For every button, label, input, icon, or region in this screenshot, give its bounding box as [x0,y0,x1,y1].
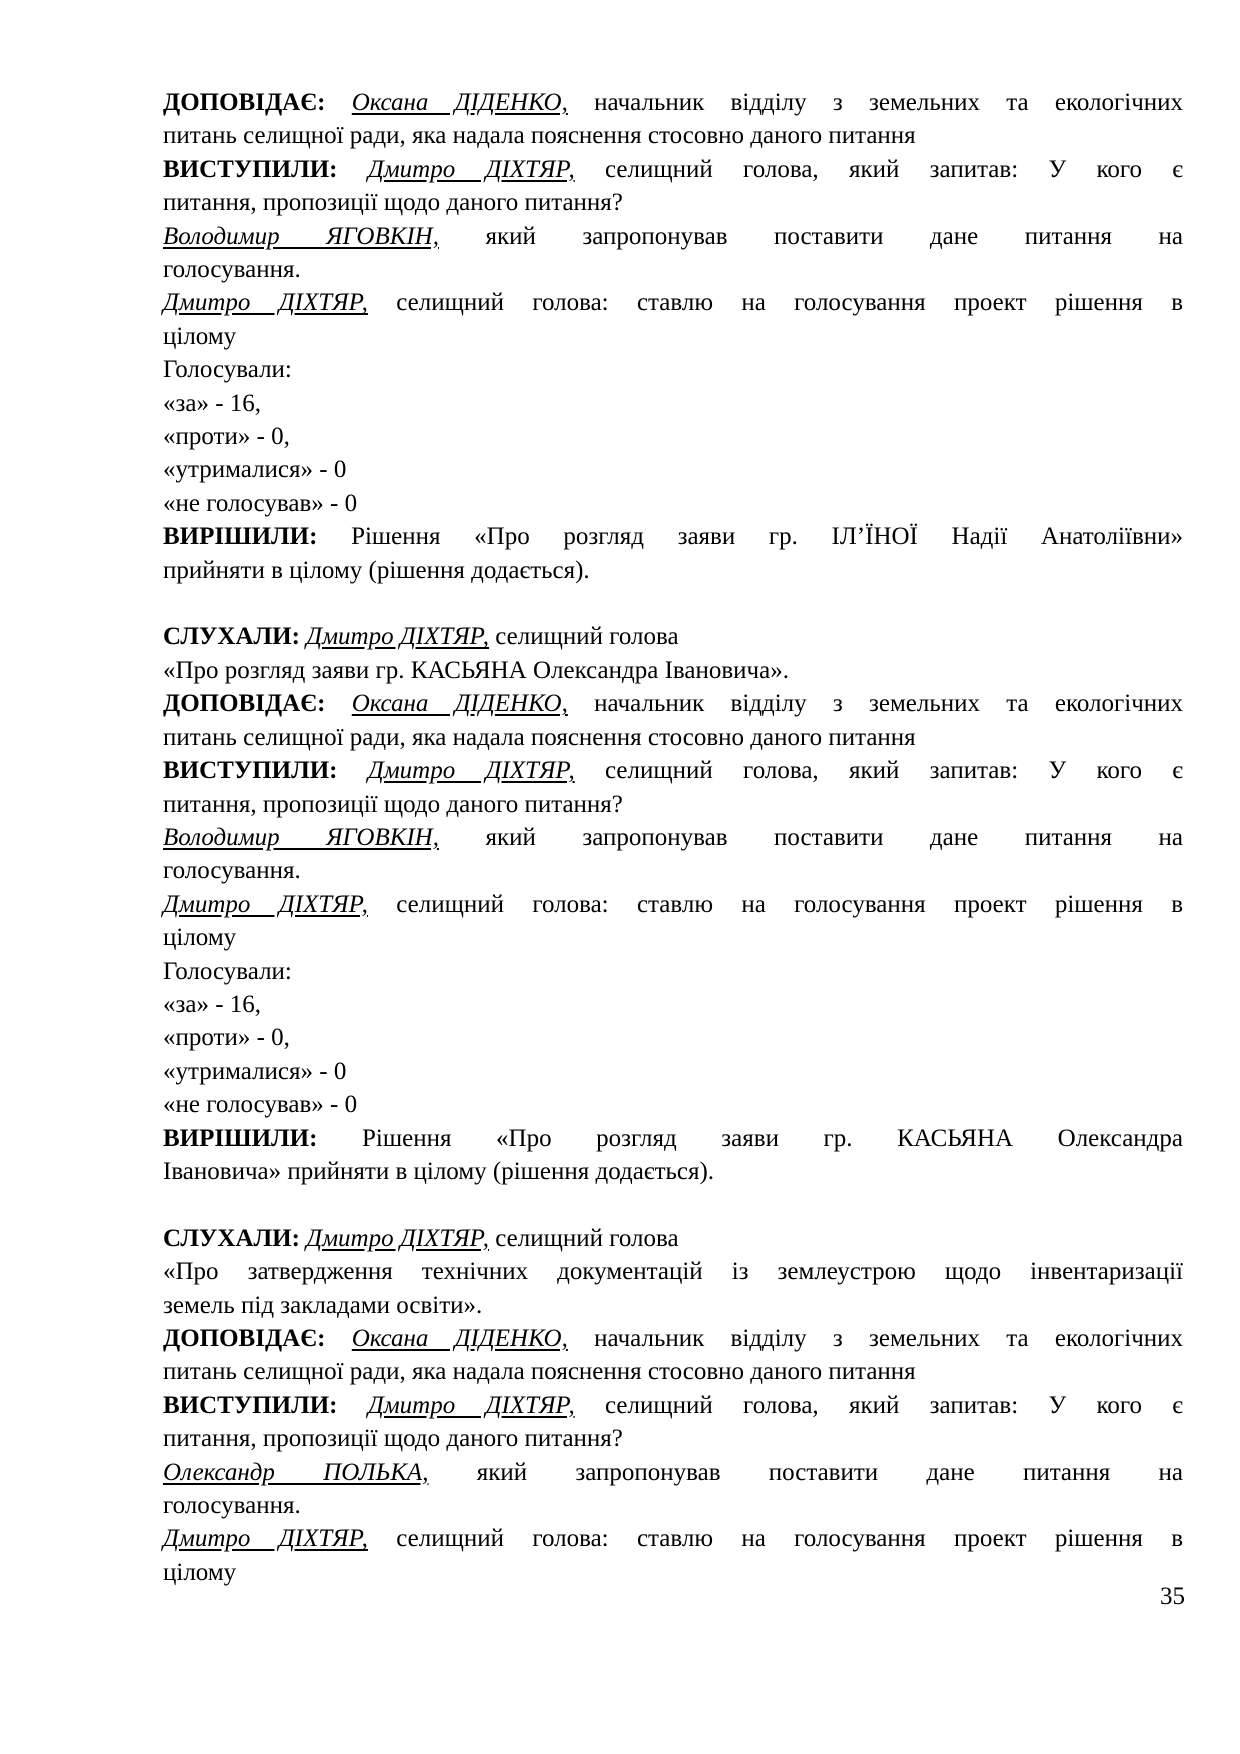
proposal-line [163,220,1183,253]
speaker-text: селищний голова, який запитав: У кого є [605,1391,1184,1419]
proposal-line-cont: голосування. [163,256,301,284]
reporter-position: начальник відділу з земельних та екологічних [594,89,1184,116]
spacer [163,587,1183,620]
put-to-vote-text: селищний голова: ставлю на голосування проект рішення в [396,1525,1184,1553]
put-to-vote-line-cont: цілому [163,322,237,350]
label-decided: ВИРІШИЛИ: [163,523,318,551]
put-to-vote-text: селищний голова: ставлю на голосування проект рішення в [396,890,1184,918]
speaker-text: селищний голова, який запитав: У кого є [605,155,1184,183]
name-dikhtiar: Дмитро ДІХТЯР, [306,1224,489,1252]
name-didenko: Оксана ДІДЕНКО, [351,89,568,116]
vote-abstained: «утрималися» - 0 [163,456,347,484]
name-yahovkin: Володимир ЯГОВКІН, [163,222,439,250]
name-dikhtiar: Дмитро ДІХТЯР, [163,1525,368,1553]
speakers-line-cont: питання, пропозиції щодо даного питання? [163,189,623,217]
label-reporter: ДОПОВІДАЄ: [163,1325,326,1352]
topic-line-cont: земель під закладами освіти». [163,1291,483,1319]
decision-line-cont: прийняти в цілому (рішення додається). [163,556,590,584]
label-heard: СЛУХАЛИ: [163,623,300,651]
vote-against: «проти» - 0, [163,1024,290,1052]
decision-text: Рішення «Про розгляд заяви гр. КАСЬЯНА Олександра [362,1124,1183,1152]
vote-not-voted: «не голосував» - 0 [163,1091,358,1119]
speakers-line-cont: питання, пропозиції щодо даного питання? [163,790,623,818]
proposal-line-cont: голосування. [163,1492,301,1520]
vote-for: «за» - 16, [163,389,262,417]
speakers-line [163,1389,1183,1422]
name-didenko: Оксана ДІДЕНКО, [351,1325,568,1352]
heard-position: селищний голова [495,623,679,651]
proposal-text: який запропонував поставити дане питання на [485,823,1184,851]
name-dikhtiar: Дмитро ДІХТЯР, [163,289,368,317]
document-page [163,86,1183,1589]
put-to-vote-line [163,286,1183,319]
heard-position: селищний голова [495,1224,679,1252]
name-dikhtiar: Дмитро ДІХТЯР, [163,890,368,918]
reporter-position: начальник відділу з земельних та екологічних [594,1325,1184,1352]
reporter-line-cont: питань селищної ради, яка надала пояснення стосовно даного питання [163,1358,916,1386]
speakers-line [163,754,1183,787]
speakers-line-cont: питання, пропозиції щодо даного питання? [163,1425,623,1453]
vote-for: «за» - 16, [163,990,262,1018]
reporter-line [163,86,1183,119]
put-to-vote-line-cont: цілому [163,924,237,952]
speakers-line [163,153,1183,186]
voted-label: Голосували: [163,356,292,384]
put-to-vote-line [163,888,1183,921]
heard-line [163,620,1183,653]
voted-label: Голосували: [163,957,292,985]
put-to-vote-line-cont: цілому [163,1558,237,1586]
reporter-line-cont: питань селищної ради, яка надала пояснення стосовно даного питання [163,122,916,150]
label-speakers: ВИСТУПИЛИ: [163,757,338,785]
name-dikhtiar: Дмитро ДІХТЯР, [367,757,575,785]
label-reporter: ДОПОВІДАЄ: [163,89,326,116]
put-to-vote-line [163,1522,1183,1555]
name-didenko: Оксана ДІДЕНКО, [351,690,568,718]
name-dikhtiar: Дмитро ДІХТЯР, [367,155,575,183]
put-to-vote-text: селищний голова: ставлю на голосування проект рішення в [396,289,1184,317]
vote-not-voted: «не голосував» - 0 [163,489,358,517]
vote-against: «проти» - 0, [163,423,290,451]
label-speakers: ВИСТУПИЛИ: [163,155,338,183]
spacer [163,1188,1183,1221]
page-number: 35 [1160,1583,1185,1610]
topic-line: «Про затвердження технічних документацій із землеустрою щодо інвентаризації [163,1258,1183,1286]
reporter-line [163,687,1183,720]
decision-line-cont: Івановича» прийняти в цілому (рішення додається). [163,1157,715,1185]
proposal-line [163,1456,1183,1489]
reporter-line-cont: питань селищної ради, яка надала пояснення стосовно даного питання [163,723,916,751]
vote-abstained: «утрималися» - 0 [163,1057,347,1085]
decision-line [163,520,1183,553]
decision-text: Рішення «Про розгляд заяви гр. ІЛ’ЇНОЇ Надії Анатоліївни» [351,523,1183,551]
name-dikhtiar: Дмитро ДІХТЯР, [306,623,489,651]
proposal-text: який запропонував поставити дане питання на [476,1458,1184,1486]
label-decided: ВИРІШИЛИ: [163,1124,318,1152]
reporter-position: начальник відділу з земельних та екологічних [594,690,1184,718]
proposal-line [163,821,1183,854]
speaker-text: селищний голова, який запитав: У кого є [605,757,1184,785]
proposal-line-cont: голосування. [163,857,301,885]
label-heard: СЛУХАЛИ: [163,1224,300,1252]
reporter-line [163,1322,1183,1355]
name-yahovkin: Володимир ЯГОВКІН, [163,823,439,851]
name-dikhtiar: Дмитро ДІХТЯР, [367,1391,575,1419]
heard-line [163,1222,1183,1255]
name-polka: Олександр ПОЛЬКА, [163,1458,429,1486]
label-reporter: ДОПОВІДАЄ: [163,690,326,718]
decision-line [163,1122,1183,1155]
label-speakers: ВИСТУПИЛИ: [163,1391,338,1419]
proposal-text: який запропонував поставити дане питання на [485,222,1184,250]
topic-line: «Про розгляд заяви гр. КАСЬЯНА Олександра Івановича». [163,656,789,684]
